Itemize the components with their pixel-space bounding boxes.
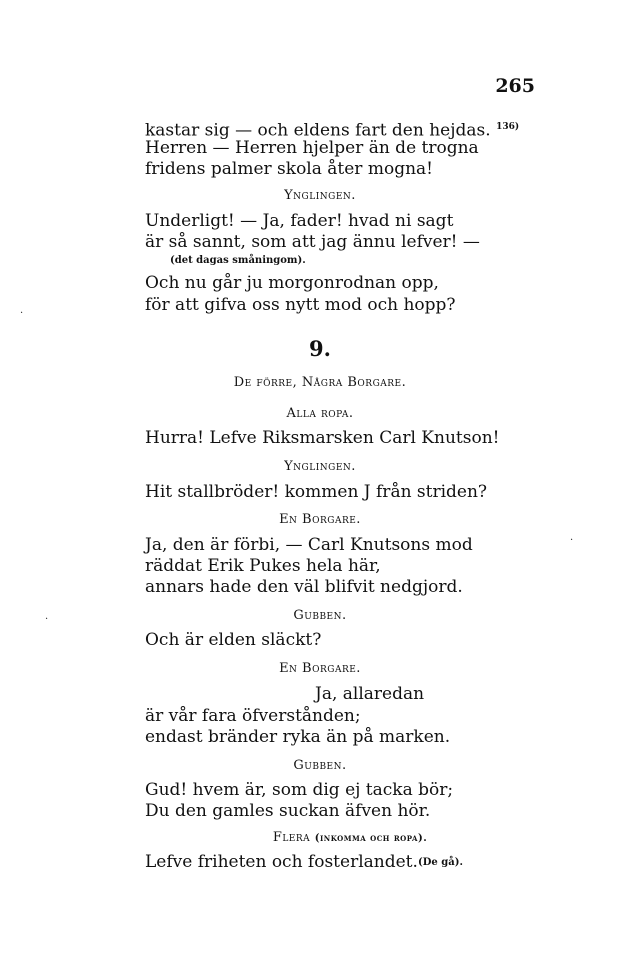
verse-line: Herren — Herren hjelper än de trogna (145, 138, 479, 158)
speaker-name: Gubben. (293, 608, 347, 623)
verse-line: Underligt! — Ja, fader! hvad ni sagt (145, 211, 454, 231)
verse-line: Du den gamles suckan äfven hör. (145, 801, 431, 821)
speaker-name: Flera (272, 830, 311, 845)
speaker-name: Gubben. (293, 758, 347, 773)
stage-direction: (det dagas småningom). (170, 255, 306, 266)
verse-line: Ja, allaredan (315, 684, 425, 704)
scene-number: 9. (309, 336, 331, 361)
print-speck: · (570, 535, 574, 546)
verse-line: Hurra! Lefve Riksmarsken Carl Knutson! (145, 428, 500, 448)
verse-line: Hit stallbröder! kommen J från striden? (145, 482, 488, 502)
print-speck: · (20, 308, 24, 319)
verse-line: Och är elden släckt? (145, 630, 322, 650)
speaker-name: Ynglingen. (284, 188, 356, 203)
verse-line: endast bränder ryka än på marken. (145, 727, 451, 747)
verse-line: Och nu går ju morgonrodnan opp, (145, 273, 439, 293)
page-number: 265 (495, 75, 535, 97)
footnote-reference: 136) (496, 122, 520, 132)
stage-direction: (inkomma och ropa). (314, 833, 428, 844)
scene-heading: De förre, Några Borgare. (233, 375, 407, 390)
stage-direction: (De gå). (418, 857, 463, 868)
print-speck: · (45, 614, 49, 625)
verse-line: Lefve friheten och fosterlandet. (145, 852, 418, 872)
verse-text: kastar sig — och eldens fart den hejdas. (145, 120, 491, 141)
speaker-name: Alla ropa. (286, 406, 354, 421)
verse-line: fridens palmer skola åter mogna! (145, 159, 433, 179)
speaker-name: En Borgare. (279, 661, 361, 676)
speaker-name: Ynglingen. (284, 459, 356, 474)
speaker-name: En Borgare. (279, 512, 361, 527)
verse-line: är så sannt, som att jag ännu lefver! — (145, 232, 480, 252)
verse-line: Gud! hvem är, som dig ej tacka bör; (145, 780, 454, 800)
verse-line: för att gifva oss nytt mod och hopp? (145, 295, 456, 315)
verse-line: räddat Erik Pukes hela här, (145, 556, 381, 576)
verse-line: är vår fara öfverstånden; (145, 706, 361, 726)
verse-line: Ja, den är förbi, — Carl Knutsons mod (145, 535, 473, 555)
speaker-name-with-direction (30, 829, 640, 847)
verse-line: annars hade den väl blifvit nedgjord. (145, 577, 463, 597)
